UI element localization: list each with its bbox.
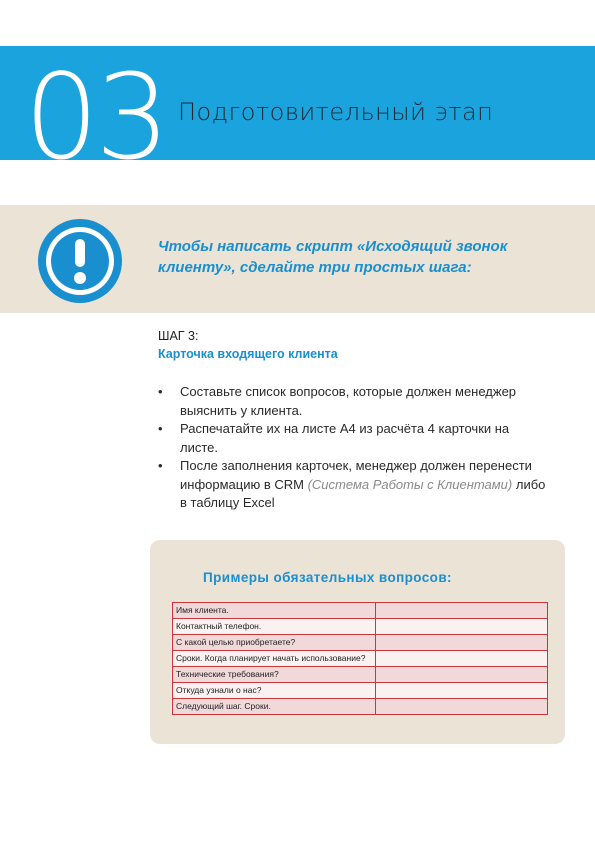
- question-cell: Откуда узнали о нас?: [173, 683, 376, 699]
- bullet-marker: •: [158, 458, 163, 473]
- question-cell: С какой целью приобретаете?: [173, 635, 376, 651]
- table-row: [173, 683, 548, 699]
- table-row: [173, 619, 548, 635]
- list-item: [158, 383, 548, 420]
- question-cell: Имя клиента.: [173, 603, 376, 619]
- question-cell: Контактный телефон.: [173, 619, 376, 635]
- bullet-text: Распечатайте их на листе А4 из расчёта 4 карточки на листе.: [180, 421, 510, 455]
- answer-cell: [376, 635, 548, 651]
- answer-cell: [376, 667, 548, 683]
- exclamation-icon: [36, 217, 124, 305]
- list-item: [158, 420, 548, 457]
- tip-text: Чтобы написать скрипт «Исходящий звонок клиенту», сделайте три простых шага:: [158, 238, 508, 276]
- table-row: [173, 635, 548, 651]
- bullet-marker: •: [158, 421, 163, 436]
- table-row: [173, 651, 548, 667]
- bullet-text-italic: (Система Работы с Клиентами): [307, 476, 513, 492]
- answer-cell: [376, 603, 548, 619]
- table-row: [173, 699, 548, 715]
- chapter-title: Подготовительный этап: [178, 98, 494, 126]
- questions-table: [172, 602, 548, 715]
- answer-cell: [376, 619, 548, 635]
- examples-title: Примеры обязательных вопросов:: [203, 570, 452, 585]
- bullet-text: Составьте список вопросов, которые должен менеджер выяснить у клиента.: [180, 384, 517, 418]
- bullet-text: либо в таблицу Excel: [180, 476, 546, 510]
- step-label: ШАГ 3:: [158, 329, 199, 343]
- answer-cell: [376, 699, 548, 715]
- bullet-list: [158, 383, 548, 513]
- question-cell: Сроки. Когда планирует начать использование?: [173, 651, 376, 667]
- answer-cell: [376, 683, 548, 699]
- question-cell: Следующий шаг. Сроки.: [173, 699, 376, 715]
- answer-cell: [376, 651, 548, 667]
- bullet-marker: •: [158, 384, 163, 399]
- list-item: [158, 457, 548, 513]
- table-row: [173, 667, 548, 683]
- chapter-number: 03: [24, 48, 167, 186]
- bullet-text: После заполнения карточек, менеджер должен перенести информацию в CRM: [180, 458, 532, 492]
- table-row: [173, 603, 548, 619]
- step-title: Карточка входящего клиента: [158, 347, 338, 361]
- question-cell: Технические требования?: [173, 667, 376, 683]
